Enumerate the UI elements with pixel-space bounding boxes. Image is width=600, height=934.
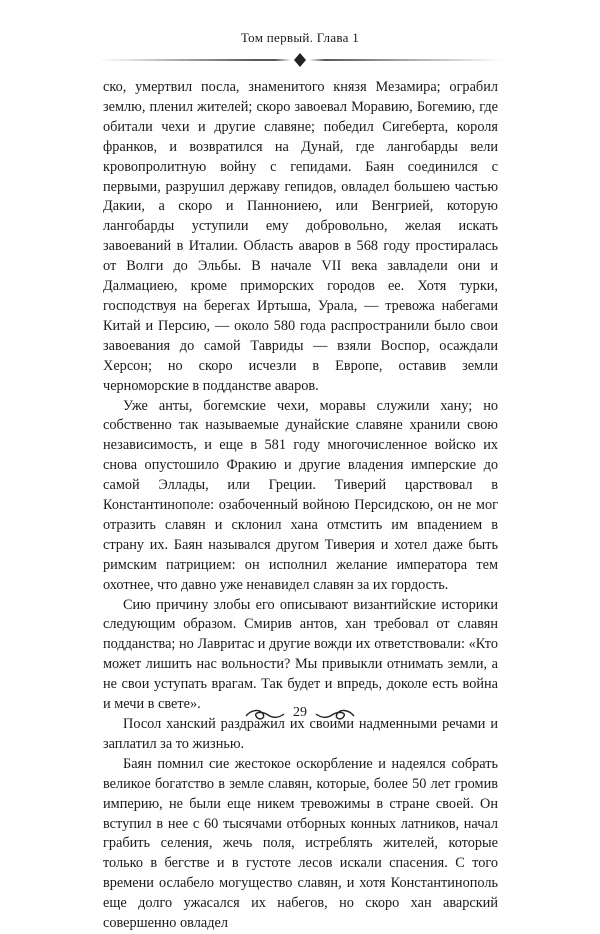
page-footer: [0, 704, 600, 726]
paragraph: Уже анты, богемские чехи, моравы служили хану; но собственно так называемые дунайские славяне хранили свою независимость, и еще в 581 году многочисленное войско их снова опустошило Фракию и другие владения имперские до самой Эллады, или Греции. Тиверий царствовал в Константинополе: озабоченный войною Персидскою, он не мог отразить славян и склонил хана отмстить им впадением в страну их. Баян назывался другом Тиверия и хотел даже быть римским патрицием: он исполнил желание императора тем охотнее, что давно уже ненавидел славян за их гордость.: [103, 397, 498, 593]
paragraph: ско, умертвил посла, знаменитого князя Мезамира; ограбил землю, пленил жителей; скоро завоевал Моравию, Богемию, где обитали чехи и другие славяне; победил Сигеберта, короля франков, и возвратился на Дунай, где лангобарды вели кровопролитную войну с гепидами. Баян соединился с первыми, разрушил державу гепидов, овладел большею частью Дакии, а скоро и Паннониею, или Венгрией, которую лангобарды уступили ему добровольно, желая искать завоеваний в Италии. Область аваров в 568 году простиралась от Волги до Эльбы. В начале VII века завладели они и Далмациею, кроме приморских городов ее. Хотя турки, господствуя на берегах Иртыша, Урала, — тревожа набегами Китай и Персию, — около 580 года распространили было свои завоевания до самой Тавриды — взяли Воспор, осаждали Херсон; но скоро исчезли в Европе, оставив земли черноморские в подданстве аваров.: [103, 79, 498, 394]
paragraph: Посол ханский раздражил их своими надменными речами и заплатил за то жизнью.: [103, 716, 498, 752]
paragraph: Баян помнил сие жестокое оскорбление и надеялся собрать великое богатство в земле славян, которые, более 50 лет громив империю, не были еще никем тревожимы в стране своей. Он вступил в нее с 60 тысячами отборных конных латников, начал грабить селения, жечь поля, истреблять жителей, которые только в бегстве и в густоте лесов искали спасения. С того времени ослабело могущество славян, и хотя Константинополь еще долго ужасался их набегов, но скоро хан аварский совершенно овладел: [103, 755, 498, 932]
paragraph: Сию причину злобы его описывают византийские историки следующим образом. Смирив антов, хан требовал от славян подданства; но Лавритас и другие вожди их ответствовали: «Кто может лишить нас вольности? Мы привыкли отнимать земли, а не свои уступать врагам. Так будет и впредь, доколе есть война и мечи в свете».: [103, 596, 498, 713]
running-header: Том первый. Глава 1: [240, 30, 360, 45]
page-body: [103, 78, 498, 934]
flourish-right-icon: [314, 707, 356, 723]
header-ornament-divider: [95, 52, 505, 68]
page-number: 29: [293, 705, 307, 720]
